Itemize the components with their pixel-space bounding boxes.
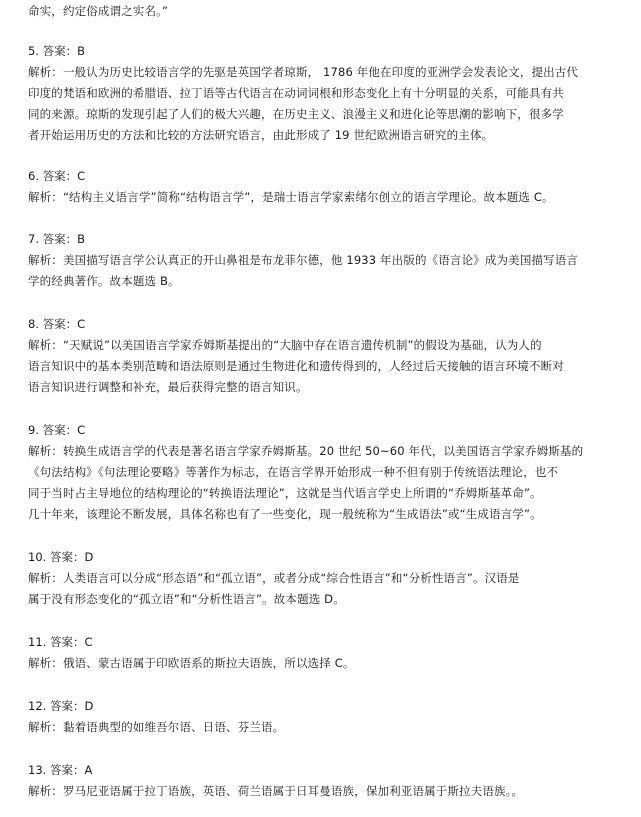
answer-label: 12. 答案：D	[28, 699, 94, 713]
explanation-line: 学的经典著作。故本题选 B。	[28, 274, 180, 288]
explanation-line: 解析：一般认为历史比较语言学的先驱是英国学者琼斯， 1786 年他在印度的亚洲学会发表论文，提出古代	[28, 65, 579, 79]
explanation-line: 《句法结构》《句法理论要略》等著作为标志，在语言学界开始形成一种不但有别于传统语法理论，也不	[28, 465, 559, 479]
explanation-line: 解析：转换生成语言学的代表是著名语言学家乔姆斯基。20 世纪 50~60 年代，以美国语言学家乔姆斯基的	[28, 444, 584, 458]
answer-label: 6. 答案：C	[28, 169, 86, 183]
answer-label: 9. 答案：C	[28, 423, 86, 437]
answer-label: 5. 答案：B	[28, 44, 86, 58]
explanation-line: 几十年来，该理论不断发展，具体名称也有了一些变化，现一般统称为“生成语法”或“生成语言学”。	[28, 507, 542, 521]
answer-label: 11. 答案：C	[28, 635, 93, 649]
explanation-line: 解析：罗马尼亚语属于拉丁语族，英语、荷兰语属于日耳曼语族，保加利亚语属于斯拉夫语族。。	[28, 784, 524, 798]
explanation-line: 属于没有形态变化的“孤立语”和“分析性语言”。故本题选 D。	[28, 592, 345, 606]
answer-block-6	[28, 166, 618, 208]
answer-block-13	[28, 760, 618, 802]
answer-label: 7. 答案：B	[28, 232, 86, 246]
answer-block-7	[28, 229, 618, 292]
answer-block-12	[28, 696, 618, 738]
intro-tail-text: 命实，约定俗成谓之实名。”	[28, 4, 169, 18]
explanation-line: 解析：“结构主义语言学”简称“结构语言学”，是瑞士语言学家索绪尔创立的语言学理论。故本题选 C。	[28, 190, 554, 204]
answer-block-8	[28, 314, 618, 398]
explanation-line: 解析：“天赋说”以美国语言学家乔姆斯基提出的“大脑中存在语言遗传机制”的假设为基础，认为人的	[28, 338, 542, 352]
answer-block-11	[28, 632, 618, 674]
answer-block-9	[28, 420, 618, 525]
explanation-line: 解析：人类语言可以分成“形态语”和“孤立语”，或者分成“综合性语言”和“分析性语言”。汉语是	[28, 571, 520, 585]
explanation-line: 语言知识进行调整和补充，最后获得完整的语言知识。	[28, 380, 308, 394]
answer-label: 13. 答案：A	[28, 763, 93, 777]
explanation-line: 印度的梵语和欧洲的希腊语、拉丁语等古代语言在动词词根和形态变化上有十分明显的关系，可能具有共	[28, 86, 564, 100]
explanation-line: 同于当时占主导地位的结构理论的“转换语法理论”，这就是当代语言学史上所谓的“乔姆斯基革命”。	[28, 486, 542, 500]
answer-label: 8. 答案：C	[28, 317, 86, 331]
answer-block-5	[28, 41, 618, 146]
explanation-line: 解析：黏着语典型的如维吾尔语、日语、芬兰语。	[28, 720, 285, 734]
answer-block-10	[28, 547, 618, 610]
explanation-line: 同的来源。琼斯的发现引起了人们的极大兴趣，在历史主义、浪漫主义和进化论等思潮的影响下，很多学	[28, 107, 564, 121]
answer-label: 10. 答案：D	[28, 550, 94, 564]
explanation-line: 语言知识中的基本类别范畴和语法原则是通过生物进化和遗传得到的，人经过后天接触的语言环境不断对	[28, 359, 564, 373]
explanation-line: 者开始运用历史的方法和比较的方法研究语言，由此形成了 19 世纪欧洲语言研究的主体。	[28, 128, 494, 142]
explanation-line: 解析：美国描写语言学公认真正的开山鼻祖是布龙菲尔德，他 1933 年出版的《语言论》成为美国描写语言	[28, 253, 579, 267]
explanation-line: 解析：俄语、蒙古语属于印欧语系的斯拉夫语族，所以选择 C。	[28, 656, 355, 670]
document-page	[28, 0, 618, 802]
